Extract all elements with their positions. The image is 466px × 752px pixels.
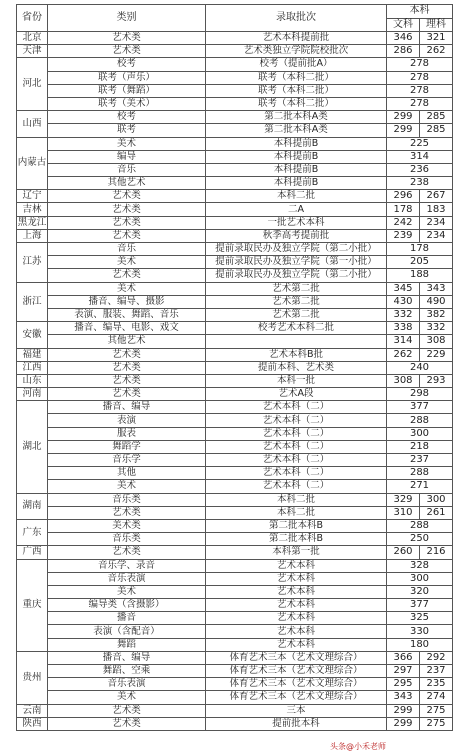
province-cell: 河北 [17, 58, 48, 111]
table-body [17, 32, 453, 731]
batch-cell: 艺术第二批 [206, 295, 387, 308]
header-wen: 文科 [387, 18, 420, 32]
score-cell-li: 183 [420, 203, 453, 216]
admission-score-table [16, 4, 453, 731]
category-cell: 艺术类 [48, 229, 206, 242]
category-cell: 音乐学、录音 [48, 559, 206, 572]
table-row [17, 638, 453, 651]
score-cell-wen: 299 [387, 111, 420, 124]
batch-cell: 体育艺术三本（艺术文理综合） [206, 651, 387, 664]
batch-cell: 本科提前B [206, 163, 387, 176]
table-row [17, 704, 453, 717]
province-cell: 重庆 [17, 559, 48, 651]
batch-cell: 艺术第二批 [206, 282, 387, 295]
category-cell: 音乐类 [48, 533, 206, 546]
table-row [17, 111, 453, 124]
score-cell-li: 285 [420, 111, 453, 124]
province-cell: 河南 [17, 388, 48, 401]
score-cell-li: 261 [420, 506, 453, 519]
batch-cell: 艺术本科B批 [206, 348, 387, 361]
category-cell: 音乐表演 [48, 572, 206, 585]
table-row [17, 572, 453, 585]
batch-cell: 艺术本科（二） [206, 414, 387, 427]
score-cell-combined: 328 [387, 559, 453, 572]
score-cell-combined: 250 [387, 533, 453, 546]
table-row [17, 665, 453, 678]
batch-cell: 艺术本科 [206, 599, 387, 612]
table-row [17, 493, 453, 506]
category-cell: 音乐类 [48, 493, 206, 506]
score-cell-li: 343 [420, 282, 453, 295]
score-cell-combined: 377 [387, 401, 453, 414]
score-cell-li: 262 [420, 45, 453, 58]
score-cell-li: 293 [420, 374, 453, 387]
batch-cell: 一批艺术本科 [206, 216, 387, 229]
table-row [17, 585, 453, 598]
table-row [17, 269, 453, 282]
category-cell: 艺术类 [48, 32, 206, 45]
score-cell-combined: 377 [387, 599, 453, 612]
score-cell-wen: 178 [387, 203, 420, 216]
score-cell-wen: 366 [387, 651, 420, 664]
province-cell: 辽宁 [17, 190, 48, 203]
province-cell: 江苏 [17, 243, 48, 283]
category-cell: 校考 [48, 111, 206, 124]
score-cell-combined: 300 [387, 427, 453, 440]
table-row [17, 717, 453, 730]
province-cell: 湖北 [17, 401, 48, 493]
table-row [17, 97, 453, 110]
batch-cell: 本科二批 [206, 493, 387, 506]
score-cell-li: 382 [420, 308, 453, 321]
batch-cell: 艺术本科（二） [206, 467, 387, 480]
header-batch: 录取批次 [206, 5, 387, 32]
batch-cell: 本科提前B [206, 150, 387, 163]
table-row [17, 414, 453, 427]
score-cell-li: 275 [420, 704, 453, 717]
score-cell-combined: 188 [387, 269, 453, 282]
category-cell: 音乐表演 [48, 678, 206, 691]
score-cell-combined: 320 [387, 585, 453, 598]
batch-cell: 第二批本科B [206, 519, 387, 532]
score-cell-wen: 346 [387, 32, 420, 45]
table-row [17, 58, 453, 71]
score-cell-combined: 278 [387, 84, 453, 97]
batch-cell: 联考（本科二批） [206, 71, 387, 84]
table-row [17, 203, 453, 216]
score-cell-combined: 278 [387, 71, 453, 84]
category-cell: 联考（舞蹈） [48, 84, 206, 97]
score-cell-wen: 332 [387, 308, 420, 321]
table-row [17, 427, 453, 440]
province-cell: 北京 [17, 32, 48, 45]
header-category: 类别 [48, 5, 206, 32]
batch-cell: 艺术本科 [206, 638, 387, 651]
category-cell: 其他艺术 [48, 335, 206, 348]
score-cell-combined: 178 [387, 243, 453, 256]
batch-cell: 艺术本科（二） [206, 401, 387, 414]
batch-cell: 提前批本科 [206, 717, 387, 730]
batch-cell: 提前录取民办及独立学院（第二小批） [206, 269, 387, 282]
category-cell: 校考 [48, 58, 206, 71]
batch-cell: 体育艺术三本（艺术文理综合） [206, 691, 387, 704]
score-cell-li: 234 [420, 216, 453, 229]
category-cell: 艺术类 [48, 506, 206, 519]
batch-cell: 第二批本科B [206, 533, 387, 546]
table-row [17, 388, 453, 401]
score-cell-wen: 345 [387, 282, 420, 295]
category-cell: 艺术类 [48, 704, 206, 717]
table-row [17, 45, 453, 58]
score-cell-combined: 300 [387, 572, 453, 585]
table-row [17, 678, 453, 691]
province-cell: 山西 [17, 111, 48, 137]
score-cell-wen: 314 [387, 335, 420, 348]
score-cell-combined: 237 [387, 454, 453, 467]
table-row [17, 454, 453, 467]
score-cell-wen: 296 [387, 190, 420, 203]
category-cell: 美术类 [48, 519, 206, 532]
category-cell: 舞蹈、空乘 [48, 665, 206, 678]
score-cell-li: 237 [420, 665, 453, 678]
batch-cell: 联考（本科二批） [206, 84, 387, 97]
table-row [17, 163, 453, 176]
province-cell: 陕西 [17, 717, 48, 730]
header-row [17, 5, 453, 19]
category-cell: 美术 [48, 256, 206, 269]
score-cell-wen: 299 [387, 717, 420, 730]
province-cell: 广东 [17, 519, 48, 545]
table-row [17, 480, 453, 493]
table-row [17, 612, 453, 625]
score-cell-combined: 298 [387, 388, 453, 401]
score-cell-wen: 242 [387, 216, 420, 229]
score-cell-wen: 338 [387, 322, 420, 335]
table-row [17, 229, 453, 242]
category-cell: 美术 [48, 585, 206, 598]
category-cell: 艺术类 [48, 374, 206, 387]
score-cell-li: 308 [420, 335, 453, 348]
score-cell-li: 229 [420, 348, 453, 361]
category-cell: 音乐 [48, 243, 206, 256]
score-cell-combined: 236 [387, 163, 453, 176]
table-row [17, 467, 453, 480]
header-province: 省份 [17, 5, 48, 32]
table-row [17, 216, 453, 229]
category-cell: 美术 [48, 480, 206, 493]
table-row [17, 533, 453, 546]
batch-cell: 艺术本科 [206, 572, 387, 585]
batch-cell: 本科第一批 [206, 546, 387, 559]
table-row [17, 124, 453, 137]
score-cell-li: 321 [420, 32, 453, 45]
table-row [17, 243, 453, 256]
score-cell-wen: 286 [387, 45, 420, 58]
province-cell: 浙江 [17, 282, 48, 322]
province-cell: 山东 [17, 374, 48, 387]
score-cell-wen: 295 [387, 678, 420, 691]
province-cell: 安徽 [17, 322, 48, 348]
score-cell-combined: 271 [387, 480, 453, 493]
batch-cell: 艺术本科 [206, 585, 387, 598]
province-cell: 云南 [17, 704, 48, 717]
score-cell-li: 267 [420, 190, 453, 203]
score-cell-wen: 310 [387, 506, 420, 519]
batch-cell: 本科一批 [206, 374, 387, 387]
score-cell-combined: 314 [387, 150, 453, 163]
score-cell-combined: 330 [387, 625, 453, 638]
table-row [17, 348, 453, 361]
category-cell: 播音、编导、电影、戏文 [48, 322, 206, 335]
batch-cell [206, 335, 387, 348]
score-cell-wen: 329 [387, 493, 420, 506]
category-cell: 艺术类 [48, 45, 206, 58]
score-cell-combined: 225 [387, 137, 453, 150]
table-row [17, 71, 453, 84]
category-cell: 表演、服装、舞蹈、音乐 [48, 308, 206, 321]
province-cell: 广西 [17, 546, 48, 559]
batch-cell: 第二批本科A类 [206, 111, 387, 124]
category-cell: 联考 [48, 124, 206, 137]
category-cell: 服表 [48, 427, 206, 440]
category-cell: 艺术类 [48, 717, 206, 730]
score-cell-li: 332 [420, 322, 453, 335]
table-row [17, 401, 453, 414]
category-cell: 其他 [48, 467, 206, 480]
category-cell: 艺术类 [48, 388, 206, 401]
score-cell-li: 274 [420, 691, 453, 704]
batch-cell: 二A [206, 203, 387, 216]
score-cell-wen: 299 [387, 124, 420, 137]
score-cell-combined: 278 [387, 97, 453, 110]
batch-cell: 本科二批 [206, 506, 387, 519]
batch-cell: 艺术本科（二） [206, 440, 387, 453]
score-cell-wen: 262 [387, 348, 420, 361]
score-cell-combined: 238 [387, 177, 453, 190]
score-cell-combined: 325 [387, 612, 453, 625]
table-row [17, 308, 453, 321]
score-cell-li: 292 [420, 651, 453, 664]
batch-cell: 艺术第二批 [206, 308, 387, 321]
table-row [17, 150, 453, 163]
score-cell-combined: 278 [387, 58, 453, 71]
score-cell-li: 216 [420, 546, 453, 559]
province-cell: 福建 [17, 348, 48, 361]
score-cell-wen: 239 [387, 229, 420, 242]
batch-cell: 校考（提前批A） [206, 58, 387, 71]
batch-cell: 体育艺术三本（艺术文理综合） [206, 665, 387, 678]
category-cell: 联考（声乐） [48, 71, 206, 84]
table-row [17, 374, 453, 387]
province-cell: 湖南 [17, 493, 48, 519]
score-cell-combined: 180 [387, 638, 453, 651]
table-row [17, 335, 453, 348]
province-cell: 黑龙江 [17, 216, 47, 228]
batch-cell: 本科提前B [206, 177, 387, 190]
category-cell: 艺术类 [48, 546, 206, 559]
table-row [17, 519, 453, 532]
score-cell-wen: 260 [387, 546, 420, 559]
score-cell-combined: 218 [387, 440, 453, 453]
batch-cell: 艺术类独立学院院校批次 [206, 45, 387, 58]
batch-cell: 艺术A段 [206, 388, 387, 401]
score-cell-wen: 299 [387, 704, 420, 717]
table-row [17, 137, 453, 150]
category-cell: 编导类（含摄影） [48, 599, 206, 612]
batch-cell: 艺术本科提前批 [206, 32, 387, 45]
category-cell: 表演（含配音） [48, 625, 206, 638]
table-row [17, 625, 453, 638]
batch-cell: 艺术本科（二） [206, 454, 387, 467]
score-cell-li: 285 [420, 124, 453, 137]
category-cell: 美术 [48, 137, 206, 150]
category-cell: 联考（美术） [48, 97, 206, 110]
batch-cell: 第二批本科A类 [206, 124, 387, 137]
province-cell: 贵州 [17, 651, 48, 704]
batch-cell: 提前录取民办及独立学院（第一小批） [206, 256, 387, 269]
table-row [17, 322, 453, 335]
category-cell: 艺术类 [48, 361, 206, 374]
score-cell-combined: 288 [387, 519, 453, 532]
table-row [17, 691, 453, 704]
batch-cell: 本科提前B [206, 137, 387, 150]
category-cell: 编导 [48, 150, 206, 163]
header-li: 理科 [420, 18, 453, 32]
category-cell: 舞蹈学 [48, 440, 206, 453]
score-table-wrapper [16, 4, 453, 731]
province-cell: 内蒙古 [17, 137, 48, 190]
batch-cell: 提前录取民办及独立学院（第二小批） [206, 243, 387, 256]
batch-cell: 联考（本科二批） [206, 97, 387, 110]
category-cell: 播音、编导 [48, 401, 206, 414]
province-cell: 天津 [17, 45, 48, 58]
table-row [17, 84, 453, 97]
score-cell-li: 235 [420, 678, 453, 691]
batch-cell: 校考艺术本科二批 [206, 322, 387, 335]
batch-cell: 本科二批 [206, 190, 387, 203]
score-cell-wen: 308 [387, 374, 420, 387]
batch-cell: 艺术本科 [206, 612, 387, 625]
category-cell: 艺术类 [48, 269, 206, 282]
category-cell: 艺术类 [48, 216, 206, 229]
category-cell: 表演 [48, 414, 206, 427]
header-benke: 本科 [387, 5, 453, 19]
table-row [17, 177, 453, 190]
batch-cell: 艺术本科（二） [206, 427, 387, 440]
batch-cell: 秋季高考提前批 [206, 229, 387, 242]
score-cell-li: 490 [420, 295, 453, 308]
score-cell-combined: 288 [387, 414, 453, 427]
table-row [17, 440, 453, 453]
table-row [17, 546, 453, 559]
score-cell-wen: 343 [387, 691, 420, 704]
score-cell-li: 300 [420, 493, 453, 506]
category-cell: 艺术类 [48, 203, 206, 216]
category-cell: 美术 [48, 691, 206, 704]
category-cell: 音乐学 [48, 454, 206, 467]
table-row [17, 651, 453, 664]
category-cell: 音乐 [48, 163, 206, 176]
batch-cell: 艺术本科 [206, 625, 387, 638]
batch-cell: 艺术本科（二） [206, 480, 387, 493]
score-cell-li: 234 [420, 229, 453, 242]
table-row [17, 256, 453, 269]
batch-cell: 体育艺术三本（艺术文理综合） [206, 678, 387, 691]
batch-cell: 三本 [206, 704, 387, 717]
province-cell: 上海 [17, 229, 48, 242]
batch-cell: 艺术本科 [206, 559, 387, 572]
score-cell-combined: 205 [387, 256, 453, 269]
score-cell-combined: 240 [387, 361, 453, 374]
table-row [17, 282, 453, 295]
table-row [17, 599, 453, 612]
batch-cell: 提前本科、艺术类 [206, 361, 387, 374]
category-cell: 美术 [48, 282, 206, 295]
table-row [17, 559, 453, 572]
category-cell: 艺术类 [48, 190, 206, 203]
category-cell: 播音、编导、摄影 [48, 295, 206, 308]
score-cell-li: 275 [420, 717, 453, 730]
province-cell: 江西 [17, 361, 48, 374]
category-cell: 舞蹈 [48, 638, 206, 651]
category-cell: 其他艺术 [48, 177, 206, 190]
table-row [17, 295, 453, 308]
category-cell: 播音 [48, 612, 206, 625]
category-cell: 艺术类 [48, 348, 206, 361]
table-row [17, 361, 453, 374]
score-cell-wen: 430 [387, 295, 420, 308]
category-cell: 播音、编导 [48, 651, 206, 664]
table-row [17, 190, 453, 203]
score-cell-wen: 297 [387, 665, 420, 678]
score-cell-combined: 288 [387, 467, 453, 480]
table-row [17, 506, 453, 519]
table-row [17, 32, 453, 45]
watermark-caption: 头条@小禾老师 [330, 742, 386, 751]
province-cell: 吉林 [17, 203, 48, 216]
